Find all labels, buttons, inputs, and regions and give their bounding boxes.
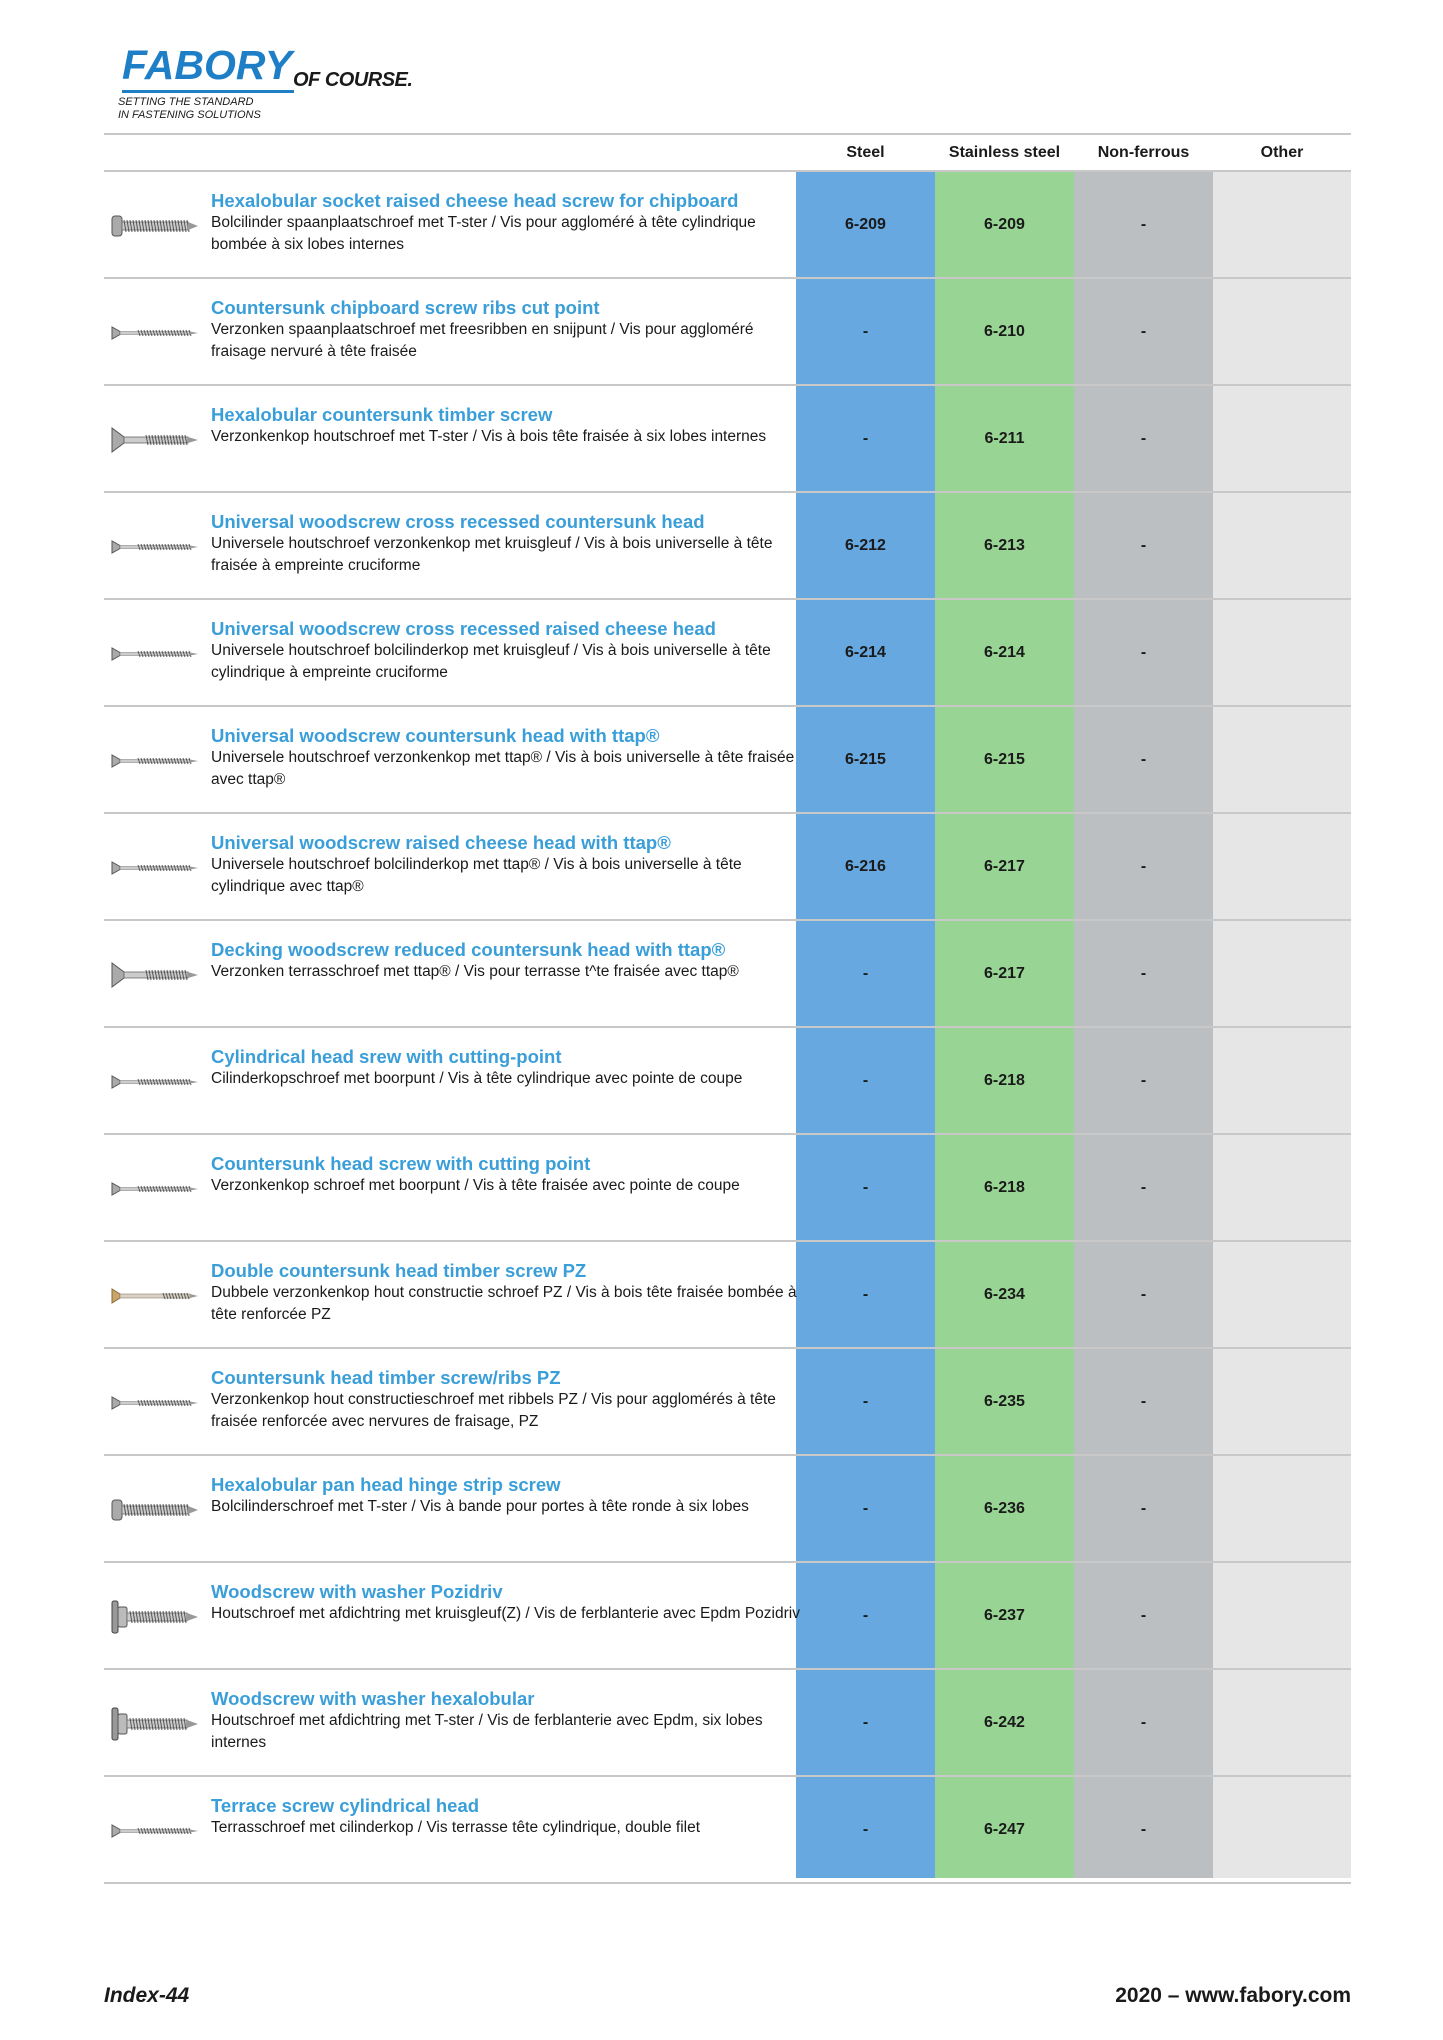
- product-description: [211, 618, 801, 684]
- steel-cell: 6-216: [845, 858, 886, 875]
- other-cell: [1213, 1563, 1351, 1668]
- screw-thin-icon: [108, 1383, 200, 1423]
- logo-slogan: OF COURSE.: [293, 69, 413, 91]
- column-header-stainless: Stainless steel: [948, 144, 1061, 161]
- table-row: [104, 1454, 1351, 1561]
- product-title[interactable]: Hexalobular countersunk timber screw: [211, 404, 553, 425]
- product-subtitle: Cilinderkopschroef met boorpunt / Vis à tête cylindrique avec pointe de coupe: [211, 1070, 743, 1087]
- other-cell: [1213, 814, 1351, 919]
- product-title[interactable]: Cylindrical head srew with cutting-point: [211, 1046, 562, 1067]
- screw-washer-icon: [108, 1704, 200, 1744]
- steel-cell: -: [862, 1714, 869, 1731]
- table-row: [104, 1561, 1351, 1668]
- screw-countersunk-icon: [108, 420, 200, 460]
- product-subtitle: Universele houtschroef verzonkenkop met kruisgleuf / Vis à bois universelle à tête fraisée à empreinte cruciforme: [211, 535, 773, 574]
- product-title[interactable]: Countersunk head timber screw/ribs PZ: [211, 1367, 561, 1388]
- stainless-cell: 6-211: [984, 430, 1025, 447]
- other-cell: [1213, 600, 1351, 705]
- product-description: [211, 832, 801, 898]
- product-description: [211, 1260, 801, 1326]
- product-title[interactable]: Universal woodscrew cross recessed raised cheese head: [211, 618, 716, 639]
- stainless-cell: 6-236: [984, 1500, 1025, 1517]
- table-row: [104, 919, 1351, 1026]
- other-cell: [1213, 1777, 1351, 1882]
- screw-thin-icon: [108, 1811, 200, 1851]
- product-subtitle: Terrasschroef met cilinderkop / Vis terrasse tête cylindrique, double filet: [211, 1819, 701, 1836]
- steel-cell: -: [862, 430, 869, 447]
- product-title[interactable]: Hexalobular socket raised cheese head screw for chipboard: [211, 190, 739, 211]
- stainless-cell: 6-217: [984, 965, 1025, 982]
- product-subtitle: Houtschroef met afdichtring met kruisgleuf(Z) / Vis de ferblanterie avec Epdm Pozidriv: [211, 1605, 800, 1622]
- nonferrous-cell: -: [1140, 1607, 1147, 1624]
- other-cell: [1213, 707, 1351, 812]
- nonferrous-cell: -: [1140, 216, 1147, 233]
- nonferrous-cell: -: [1140, 1500, 1147, 1517]
- screw-gold-icon: [108, 1276, 200, 1316]
- steel-cell: -: [862, 1393, 869, 1410]
- other-cell: [1213, 279, 1351, 384]
- screw-hex-head-icon: [108, 1490, 200, 1530]
- product-subtitle: Verzonkenkop hout constructieschroef met ribbels PZ / Vis pour agglomérés à tête fraisée renforcée avec nervures de fraisage, PZ: [211, 1391, 776, 1430]
- stainless-cell: 6-217: [984, 858, 1025, 875]
- stainless-cell: 6-213: [984, 537, 1025, 554]
- other-cell: [1213, 493, 1351, 598]
- stainless-cell: 6-242: [984, 1714, 1025, 1731]
- tagline-line-2: IN FASTENING SOLUTIONS: [118, 109, 261, 121]
- product-subtitle: Verzonkenkop schroef met boorpunt / Vis à tête fraisée avec pointe de coupe: [211, 1177, 740, 1194]
- nonferrous-cell: -: [1140, 1393, 1147, 1410]
- product-subtitle: Universele houtschroef bolcilinderkop met ttap® / Vis à bois universelle à tête cylindrique avec ttap®: [211, 856, 742, 895]
- column-header-nonferrous: Non-ferrous: [1097, 144, 1190, 161]
- other-cell: [1213, 1670, 1351, 1775]
- nonferrous-cell: -: [1140, 751, 1147, 768]
- product-description: [211, 1153, 801, 1197]
- screw-thin-icon: [108, 848, 200, 888]
- other-cell: [1213, 386, 1351, 491]
- stainless-cell: 6-215: [984, 751, 1025, 768]
- stainless-cell: 6-235: [984, 1393, 1025, 1410]
- product-subtitle: Bolcilinderschroef met T-ster / Vis à bande pour portes à tête ronde à six lobes: [211, 1498, 749, 1515]
- screw-thin-icon: [108, 741, 200, 781]
- nonferrous-cell: -: [1140, 644, 1147, 661]
- stainless-cell: 6-210: [984, 323, 1025, 340]
- steel-cell: 6-209: [845, 216, 886, 233]
- product-description: [211, 297, 801, 363]
- product-title[interactable]: Hexalobular pan head hinge strip screw: [211, 1474, 561, 1495]
- table-row: [104, 1347, 1351, 1454]
- other-cell: [1213, 1349, 1351, 1454]
- steel-cell: -: [862, 1500, 869, 1517]
- table-row: [104, 170, 1351, 277]
- table-row: [104, 1240, 1351, 1347]
- screw-hex-head-icon: [108, 206, 200, 246]
- product-title[interactable]: Universal woodscrew cross recessed countersunk head: [211, 511, 705, 532]
- steel-cell: -: [862, 1821, 869, 1838]
- product-subtitle: Universele houtschroef bolcilinderkop met kruisgleuf / Vis à bois universelle à tête cylindrique à empreinte cruciforme: [211, 642, 771, 681]
- product-title[interactable]: Double countersunk head timber screw PZ: [211, 1260, 587, 1281]
- fabory-logo: [118, 40, 438, 130]
- product-description: [211, 511, 801, 577]
- product-title[interactable]: Countersunk chipboard screw ribs cut point: [211, 297, 600, 318]
- screw-thin-icon: [108, 313, 200, 353]
- table-row: [104, 812, 1351, 919]
- stainless-cell: 6-234: [984, 1286, 1025, 1303]
- steel-cell: 6-212: [845, 537, 886, 554]
- screw-thin-icon: [108, 1169, 200, 1209]
- product-title[interactable]: Universal woodscrew countersunk head with ttap®: [211, 725, 660, 746]
- logo-underline: [122, 90, 294, 93]
- nonferrous-cell: -: [1140, 1286, 1147, 1303]
- product-subtitle: Houtschroef met afdichtring met T-ster / Vis de ferblanterie avec Epdm, six lobes internes: [211, 1712, 763, 1751]
- logo-tagline: [118, 96, 318, 122]
- other-cell: [1213, 172, 1351, 277]
- steel-cell: -: [862, 965, 869, 982]
- product-title[interactable]: Decking woodscrew reduced countersunk head with ttap®: [211, 939, 726, 960]
- product-title[interactable]: Universal woodscrew raised cheese head with ttap®: [211, 832, 671, 853]
- header-rule: [104, 133, 1351, 135]
- nonferrous-cell: -: [1140, 1179, 1147, 1196]
- steel-cell: 6-215: [845, 751, 886, 768]
- nonferrous-cell: -: [1140, 1714, 1147, 1731]
- product-subtitle: Dubbele verzonkenkop hout constructie schroef PZ / Vis à bois tête fraisée bombée à tête renforcée PZ: [211, 1284, 797, 1323]
- table-row: [104, 491, 1351, 598]
- other-cell: [1213, 921, 1351, 1026]
- screw-washer-icon: [108, 1597, 200, 1637]
- stainless-cell: 6-237: [984, 1607, 1025, 1624]
- table-row: [104, 705, 1351, 812]
- steel-cell: -: [862, 1607, 869, 1624]
- product-description: [211, 939, 801, 983]
- table-row: [104, 384, 1351, 491]
- product-subtitle: Bolcilinder spaanplaatschroef met T-ster / Vis pour aggloméré à tête cylindrique bombée à six lobes internes: [211, 214, 756, 253]
- screw-thin-icon: [108, 1062, 200, 1102]
- product-description: [211, 1046, 801, 1090]
- screw-countersunk-icon: [108, 955, 200, 995]
- product-description: [211, 1795, 801, 1839]
- other-cell: [1213, 1456, 1351, 1561]
- screw-thin-icon: [108, 527, 200, 567]
- column-header-steel: Steel: [846, 144, 885, 161]
- product-subtitle: Verzonkenkop houtschroef met T-ster / Vis à bois tête fraisée à six lobes internes: [211, 428, 767, 445]
- logo-wordmark: FABORY: [122, 42, 293, 88]
- product-title[interactable]: Woodscrew with washer hexalobular: [211, 1688, 535, 1709]
- table-row: [104, 1026, 1351, 1133]
- other-cell: [1213, 1135, 1351, 1240]
- nonferrous-cell: -: [1140, 965, 1147, 982]
- product-table: [104, 170, 1351, 1884]
- nonferrous-cell: -: [1140, 1821, 1147, 1838]
- product-description: [211, 1367, 801, 1433]
- product-description: [211, 1688, 801, 1754]
- table-row: [104, 1133, 1351, 1240]
- steel-cell: -: [862, 1179, 869, 1196]
- other-cell: [1213, 1028, 1351, 1133]
- product-description: [211, 1581, 801, 1625]
- footer-website: 2020 – www.fabory.com: [1115, 1984, 1351, 2007]
- steel-cell: -: [862, 1286, 869, 1303]
- screw-thin-icon: [108, 634, 200, 674]
- product-description: [211, 725, 801, 791]
- stainless-cell: 6-209: [984, 216, 1025, 233]
- nonferrous-cell: -: [1140, 537, 1147, 554]
- stainless-cell: 6-214: [984, 644, 1025, 661]
- product-title[interactable]: Terrace screw cylindrical head: [211, 1795, 480, 1816]
- table-row: [104, 1668, 1351, 1775]
- steel-cell: -: [862, 1072, 869, 1089]
- product-subtitle: Verzonken spaanplaatschroef met freesribben en snijpunt / Vis pour aggloméré fraisage nervuré à tête fraisée: [211, 321, 754, 360]
- stainless-cell: 6-247: [984, 1821, 1025, 1838]
- other-cell: [1213, 1242, 1351, 1347]
- product-title[interactable]: Countersunk head screw with cutting point: [211, 1153, 591, 1174]
- product-subtitle: Verzonken terrasschroef met ttap® / Vis pour terrasse t^te fraisée avec ttap®: [211, 963, 739, 980]
- product-description: [211, 190, 801, 256]
- steel-cell: -: [862, 323, 869, 340]
- stainless-cell: 6-218: [984, 1179, 1025, 1196]
- product-subtitle: Universele houtschroef verzonkenkop met ttap® / Vis à bois universelle à tête fraisée avec ttap®: [211, 749, 795, 788]
- stainless-cell: 6-218: [984, 1072, 1025, 1089]
- product-description: [211, 1474, 801, 1518]
- nonferrous-cell: -: [1140, 1072, 1147, 1089]
- table-row: [104, 598, 1351, 705]
- product-description: [211, 404, 801, 448]
- tagline-line-1: SETTING THE STANDARD: [118, 96, 254, 108]
- page-number: Index-44: [104, 1984, 190, 2007]
- nonferrous-cell: -: [1140, 430, 1147, 447]
- table-row: [104, 1775, 1351, 1884]
- steel-cell: 6-214: [845, 644, 886, 661]
- nonferrous-cell: -: [1140, 858, 1147, 875]
- table-row: [104, 277, 1351, 384]
- column-header-other: Other: [1260, 144, 1304, 161]
- product-title[interactable]: Woodscrew with washer Pozidriv: [211, 1581, 503, 1602]
- nonferrous-cell: -: [1140, 323, 1147, 340]
